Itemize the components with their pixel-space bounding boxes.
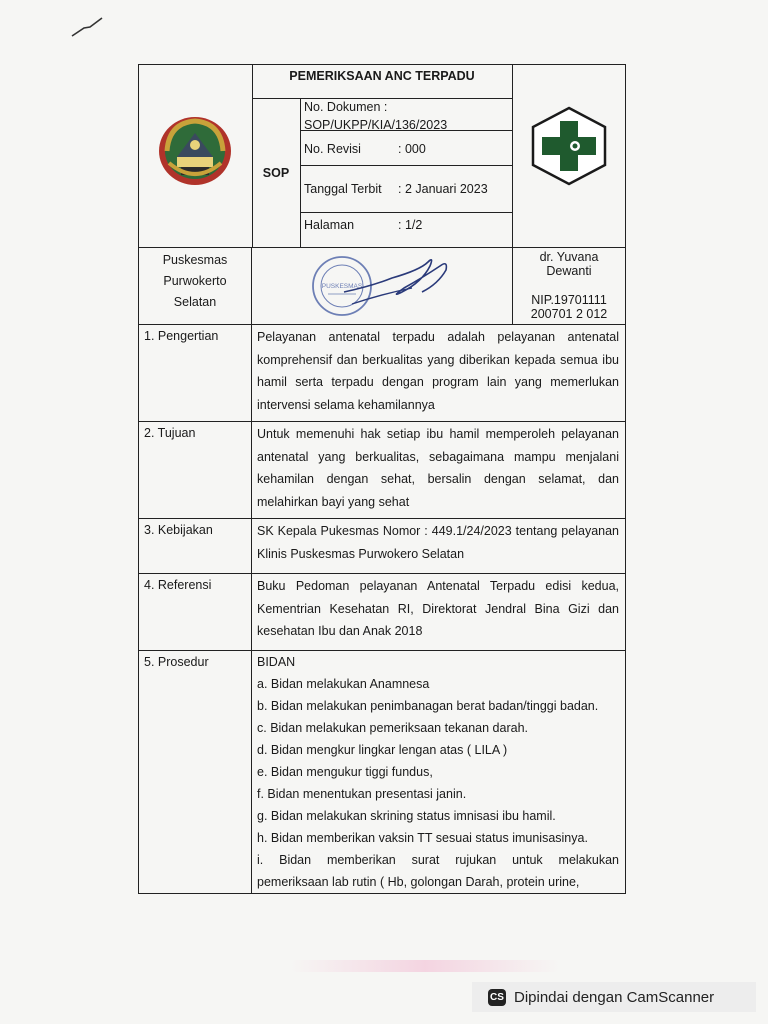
page-field (300, 213, 512, 247)
name-line-1: dr. Yuvana (539, 250, 599, 264)
procedure-step: h. Bidan memberikan vaksin TT sesuai status imunisasinya. (257, 831, 588, 845)
camscanner-logo-icon: CS (488, 989, 506, 1006)
procedure-list (252, 651, 625, 893)
date-label: Tanggal Terbit (304, 182, 382, 196)
section-row-referensi (139, 574, 625, 651)
revision-label: No. Revisi (304, 142, 361, 156)
page-label: Halaman (304, 218, 355, 232)
sop-document (138, 64, 626, 894)
section-text: SK Kepala Pukesmas Nomor : 449.1/24/2023 tentang pelayanan Klinis Puskesmas Purwokero Selatan (257, 524, 619, 561)
section-text: Pelayanan antenatal terpadu adalah pelayanan antenatal komprehensif dan berkualitas yang diberikan kepada semua ibu hamil serta terpadu dengan program lain yang memerlukan intervensi selama kehamilannya (257, 330, 619, 412)
camscanner-watermark (472, 982, 756, 1012)
stamp-signature-area (252, 248, 512, 324)
procedure-step: d. Bidan mengkur lingkar lengan atas ( LILA ) (257, 743, 508, 757)
section-label: 1. Pengertian (139, 325, 252, 421)
section-text: Buku Pedoman pelayanan Antenatal Terpadu edisi kedua, Kementrian Kesehatan RI, Direktorat Jendral Bina Gizi dan kesehatan Ibu dan Anak 2018 (257, 579, 619, 638)
procedure-step: f. Bidan menentukan presentasi janin. (257, 787, 467, 801)
revision-field (300, 131, 512, 166)
doc-number-label: No. Dokumen : (304, 100, 388, 114)
section-row-tujuan (139, 422, 625, 519)
procedure-step: g. Bidan melakukan skrining status imnisasi ibu hamil. (257, 809, 556, 823)
puskesmas-logo-icon (529, 105, 609, 187)
section-row-kebijakan (139, 519, 625, 574)
pen-mark (70, 14, 104, 40)
procedure-heading: BIDAN (257, 655, 296, 669)
procedure-step: c. Bidan melakukan pemeriksaan tekanan darah. (257, 721, 528, 735)
regency-emblem-icon (155, 113, 235, 189)
procedure-step: a. Bidan melakukan Anamnesa (257, 677, 430, 691)
date-value: : 2 Januari 2023 (398, 182, 488, 196)
doc-number-value: SOP/UKPP/KIA/136/2023 (304, 118, 448, 132)
procedure-step: i. Bidan memberikan surat rujukan untuk melakukan pemeriksaan lab rutin ( Hb, golongan Darah, protein urine, (257, 853, 619, 889)
official-stamp-and-signature (252, 248, 512, 324)
section-label: 2. Tujuan (139, 422, 252, 518)
organization-name (139, 248, 252, 324)
left-logo-cell (139, 65, 253, 247)
sop-header (139, 65, 625, 248)
watermark-text: Dipindai dengan CamScanner (514, 988, 715, 1006)
doc-number-field (300, 98, 512, 131)
head-of-puskesmas (512, 248, 625, 324)
stamp-text: PUSKESMAS (321, 283, 363, 290)
document-title: PEMERIKSAAN ANC TERPADU (252, 65, 512, 99)
procedure-step: e. Bidan mengukur tiggi fundus, (257, 765, 433, 779)
org-line-3: Selatan (173, 295, 217, 309)
approval-row (139, 248, 625, 325)
section-row-prosedur (139, 651, 625, 893)
org-line-1: Puskesmas (162, 253, 228, 267)
section-label: 4. Referensi (139, 574, 252, 650)
nip-line-2: 200701 2 012 (530, 307, 608, 321)
page-value: : 1/2 (398, 218, 423, 232)
right-logo-cell (512, 65, 626, 247)
sop-label: SOP (252, 98, 301, 247)
date-field (300, 166, 512, 213)
section-label: 3. Kebijakan (139, 519, 252, 573)
nip-line-1: NIP.19701111 (531, 293, 607, 307)
scan-smudge (290, 960, 560, 972)
revision-value: : 000 (398, 142, 426, 156)
name-line-2: Dewanti (546, 264, 592, 278)
procedure-step: b. Bidan melakukan penimbanagan berat badan/tinggi badan. (257, 699, 599, 713)
org-line-2: Purwokerto (163, 274, 227, 288)
section-label: 5. Prosedur (139, 651, 252, 893)
section-row-pengertian (139, 325, 625, 422)
section-text: Untuk memenuhi hak setiap ibu hamil memperoleh pelayanan antenatal yang berkualitas, sebagaimana mampu menjalani kehamilan dengan sehat, bersalin dengan selamat, dan melahirkan bayi yang sehat (257, 427, 619, 509)
